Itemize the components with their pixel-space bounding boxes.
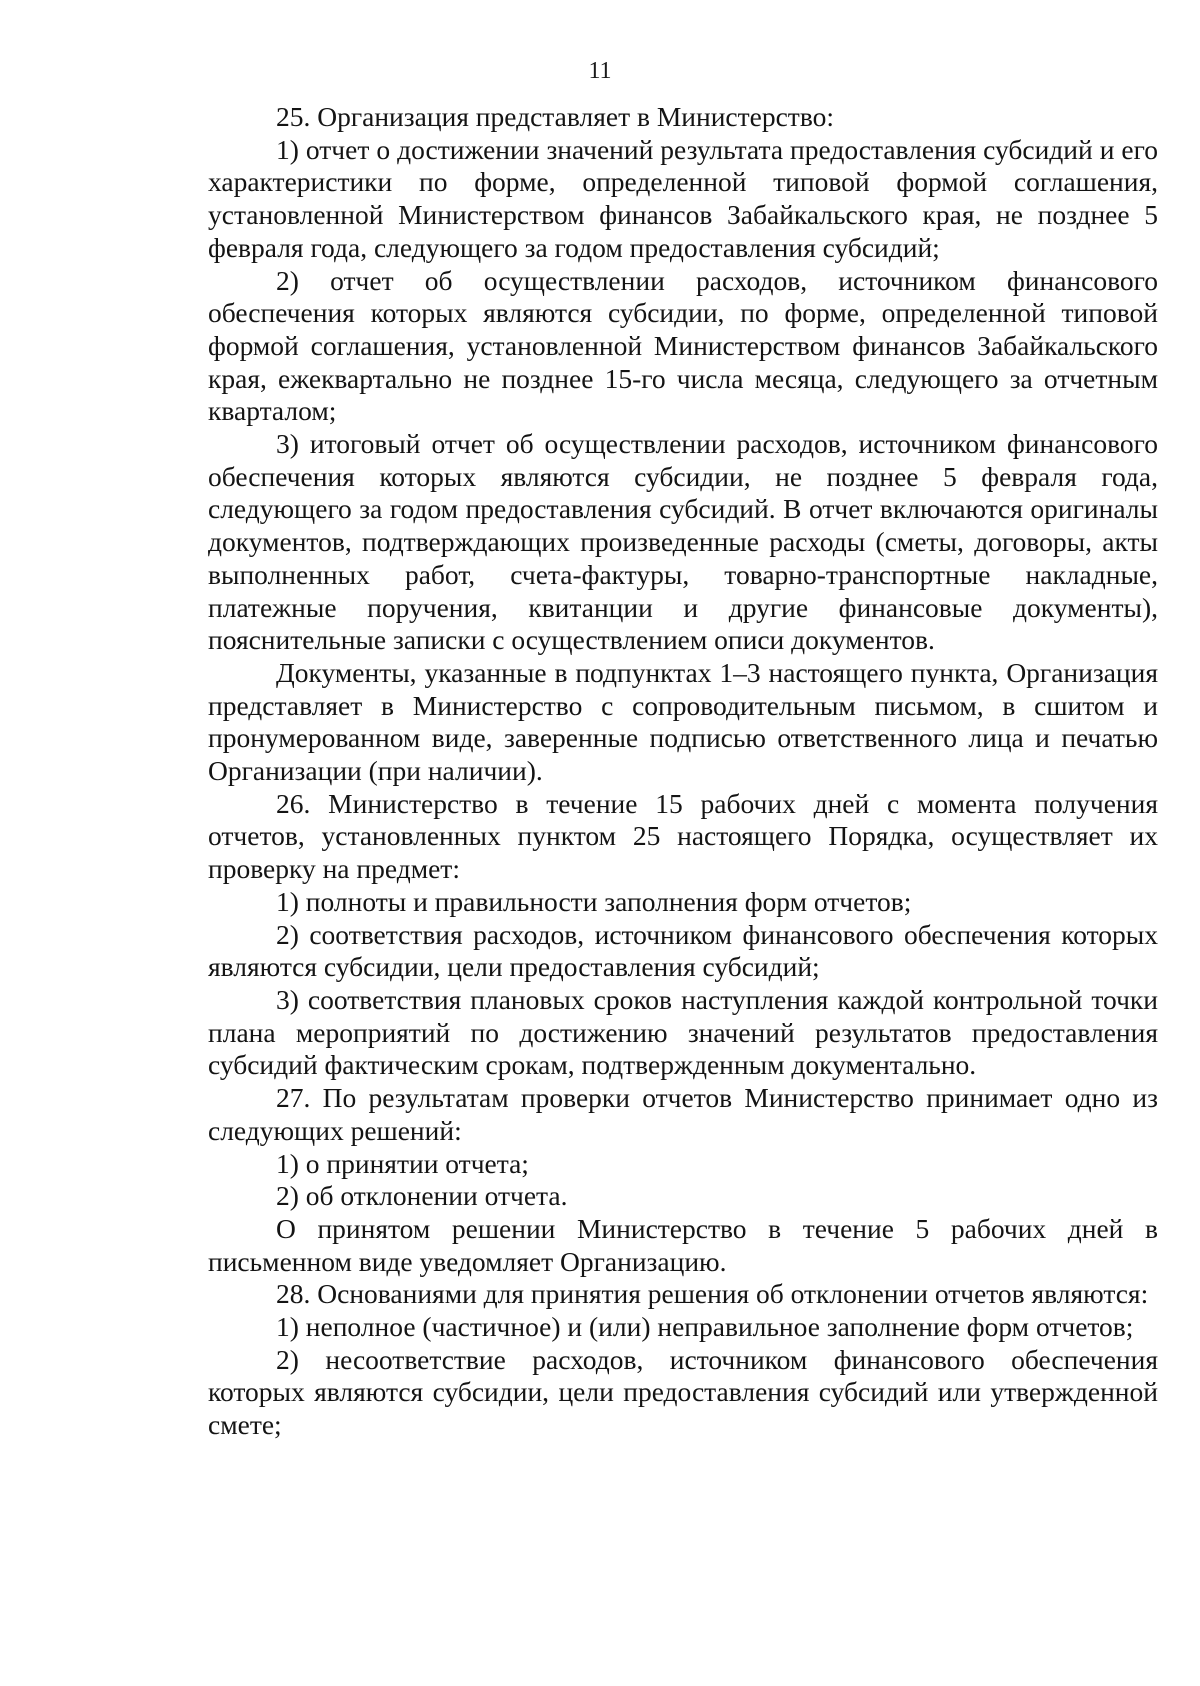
paragraph-26-item-1: 1) полноты и правильности заполнения форм отчетов; bbox=[276, 885, 912, 917]
paragraph-25-documents: Документы, указанные в подпунктах 1–3 настоящего пункта, Организация представляет в Министерство с сопроводительным письмом, в сшитом и пронумерованном виде, заверенные подписью ответственного лица и печатью Организации (при наличии). bbox=[208, 656, 1158, 787]
paragraph-25-item-2: 2) отчет об осуществлении расходов, источником финансового обеспечения которых являются субсидии, по форме, определенной типовой формой соглашения, установленной Министерством финансов Забайкальского края, ежеквартально не позднее 15-го числа месяца, следующего за отчетным кварталом; bbox=[208, 264, 1158, 427]
paragraph-28-item-2: 2) несоответствие расходов, источником финансового обеспечения которых являются субсидии, цели предоставления субсидий или утвержденной смете; bbox=[208, 1343, 1158, 1441]
paragraph-28-item-1: 1) неполное (частичное) и (или) неправильное заполнение форм отчетов; bbox=[276, 1311, 1134, 1343]
paragraph-26-item-3: 3) соответствия плановых сроков наступления каждой контрольной точки плана мероприятий по достижению значений результатов предоставления субсидий фактическим срокам, подтвержденным документально. bbox=[208, 983, 1158, 1081]
paragraph-25-item-1: 1) отчет о достижении значений результата предоставления субсидий и его характеристики по форме, определенной типовой формой соглашения, установленной Министерством финансов Забайкальского края, не позднее 5 февраля года, следующего за годом предоставления субсидий; bbox=[208, 133, 1158, 263]
document-body bbox=[208, 101, 1158, 1442]
paragraph-27-item-2: 2) об отклонении отчета. bbox=[276, 1180, 568, 1212]
paragraph-25: 25. Организация представляет в Министерство: bbox=[276, 101, 835, 132]
paragraph-27: 27. По результатам проверки отчетов Министерство принимает одно из следующих решений: bbox=[208, 1082, 1158, 1146]
paragraph-25-item-3: 3) итоговый отчет об осуществлении расходов, источником финансового обеспечения которых являются субсидии, не позднее 5 февраля года, следующего за годом предоставления субсидий. В отчет включаются оригиналы документов, подтверждающих произведенные расходы (сметы, договоры, акты выполненных работ, счета-фактуры, товарно-транспортные накладные, платежные поручения, квитанции и другие финансовые документы), пояснительные записки с осуществлением описи документов. bbox=[208, 428, 1158, 656]
paragraph-28: 28. Основаниями для принятия решения об отклонении отчетов являются: bbox=[276, 1278, 1149, 1310]
paragraph-27-item-1: 1) о принятии отчета; bbox=[276, 1147, 529, 1179]
paragraph-26: 26. Министерство в течение 15 рабочих дней с момента получения отчетов, установленных пунктом 25 настоящего Порядка, осуществляет их проверку на предмет: bbox=[208, 787, 1158, 885]
paragraph-27-notice: О принятом решении Министерство в течение 5 рабочих дней в письменном виде уведомляет Организацию. bbox=[208, 1212, 1158, 1277]
page-number: 11 bbox=[588, 58, 612, 84]
paragraph-26-item-2: 2) соответствия расходов, источником финансового обеспечения которых являются субсидии, цели предоставления субсидий; bbox=[208, 918, 1158, 983]
